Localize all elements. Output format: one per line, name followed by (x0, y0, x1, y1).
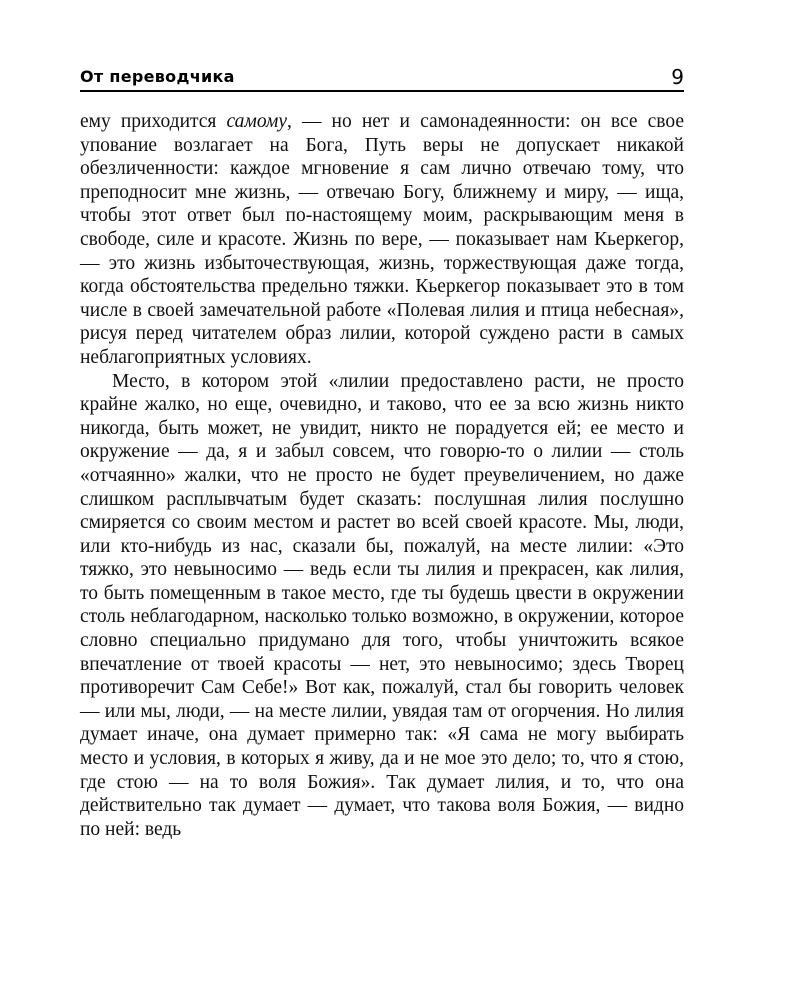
running-title: От переводчика (80, 67, 235, 86)
book-page (80, 62, 684, 841)
paragraph-1-rest: , — но нет и самонадеянности: он все свое упование возлагает на Бога, Путь веры не допускает никакой обезличенности: каждое мгновение я сам лично отвечаю тому, что преподносит мне жизнь, — отвечаю Богу, ближнему и миру, — ища, чтобы этот ответ был по-настоящему моим, раскрывающим меня в свободе, силе и красоте. Жизнь по вере, — показывает нам Кьеркегор, — это жизнь избыточествующая, жизнь, торжествующая даже тогда, когда обстоятельства предельно тяжки. Кьеркегор показывает это в том числе в своей замечательной работе «Полевая лилия и птица небесная», рисуя перед читателем образ лилии, которой суждено расти в самых неблагоприятных условиях. (80, 111, 684, 368)
body-text (80, 110, 684, 841)
paragraph-1-start: ему приходится (80, 111, 227, 132)
running-header (80, 62, 684, 92)
italic-word: самому (226, 111, 287, 132)
paragraph-2: Место, в котором этой «лилии предоставлено расти, не просто крайне жалко, но еще, очевидно, и таково, что ее за всю жизнь никто никогда, быть может, не увидит, никто не порадуется ей; ее место и окружение — да, я и забыл совсем, что говорю-то о лилии — столь «отчаянно» жалки, что не просто не будет преувеличением, но даже слишком расплывчатым будет сказать: послушная лилия послушно смиряется со своим местом и растет во всей своей красоте. Мы, люди, или кто-нибудь из нас, сказали бы, пожалуй, на месте лилии: «Это тяжко, это невыносимо — ведь если ты лилия и прекрасен, как лилия, то быть помещенным в такое место, где ты будешь цвести в окружении столь неблагодарном, насколько только возможно, в окружении, которое словно специально придумано для того, чтобы уничтожить всякое впечатление от твоей красоты — нет, это невыносимо; здесь Творец противоречит Сам Себе!» Вот как, пожалуй, стал бы говорить человек — или мы, люди, — на месте лилии, увядая там от огорчения. Но лилия думает иначе, она думает примерно так: «Я сама не могу выбирать место и условия, в которых я живу, да и не мое это дело; то, что я стою, где стою — на то воля Божия». Так думает лилия, и то, что она действительно так думает — думает, что такова воля Божия, — видно по ней: ведь (80, 370, 684, 840)
paragraph-1 (80, 110, 684, 370)
page-number: 9 (671, 65, 684, 89)
